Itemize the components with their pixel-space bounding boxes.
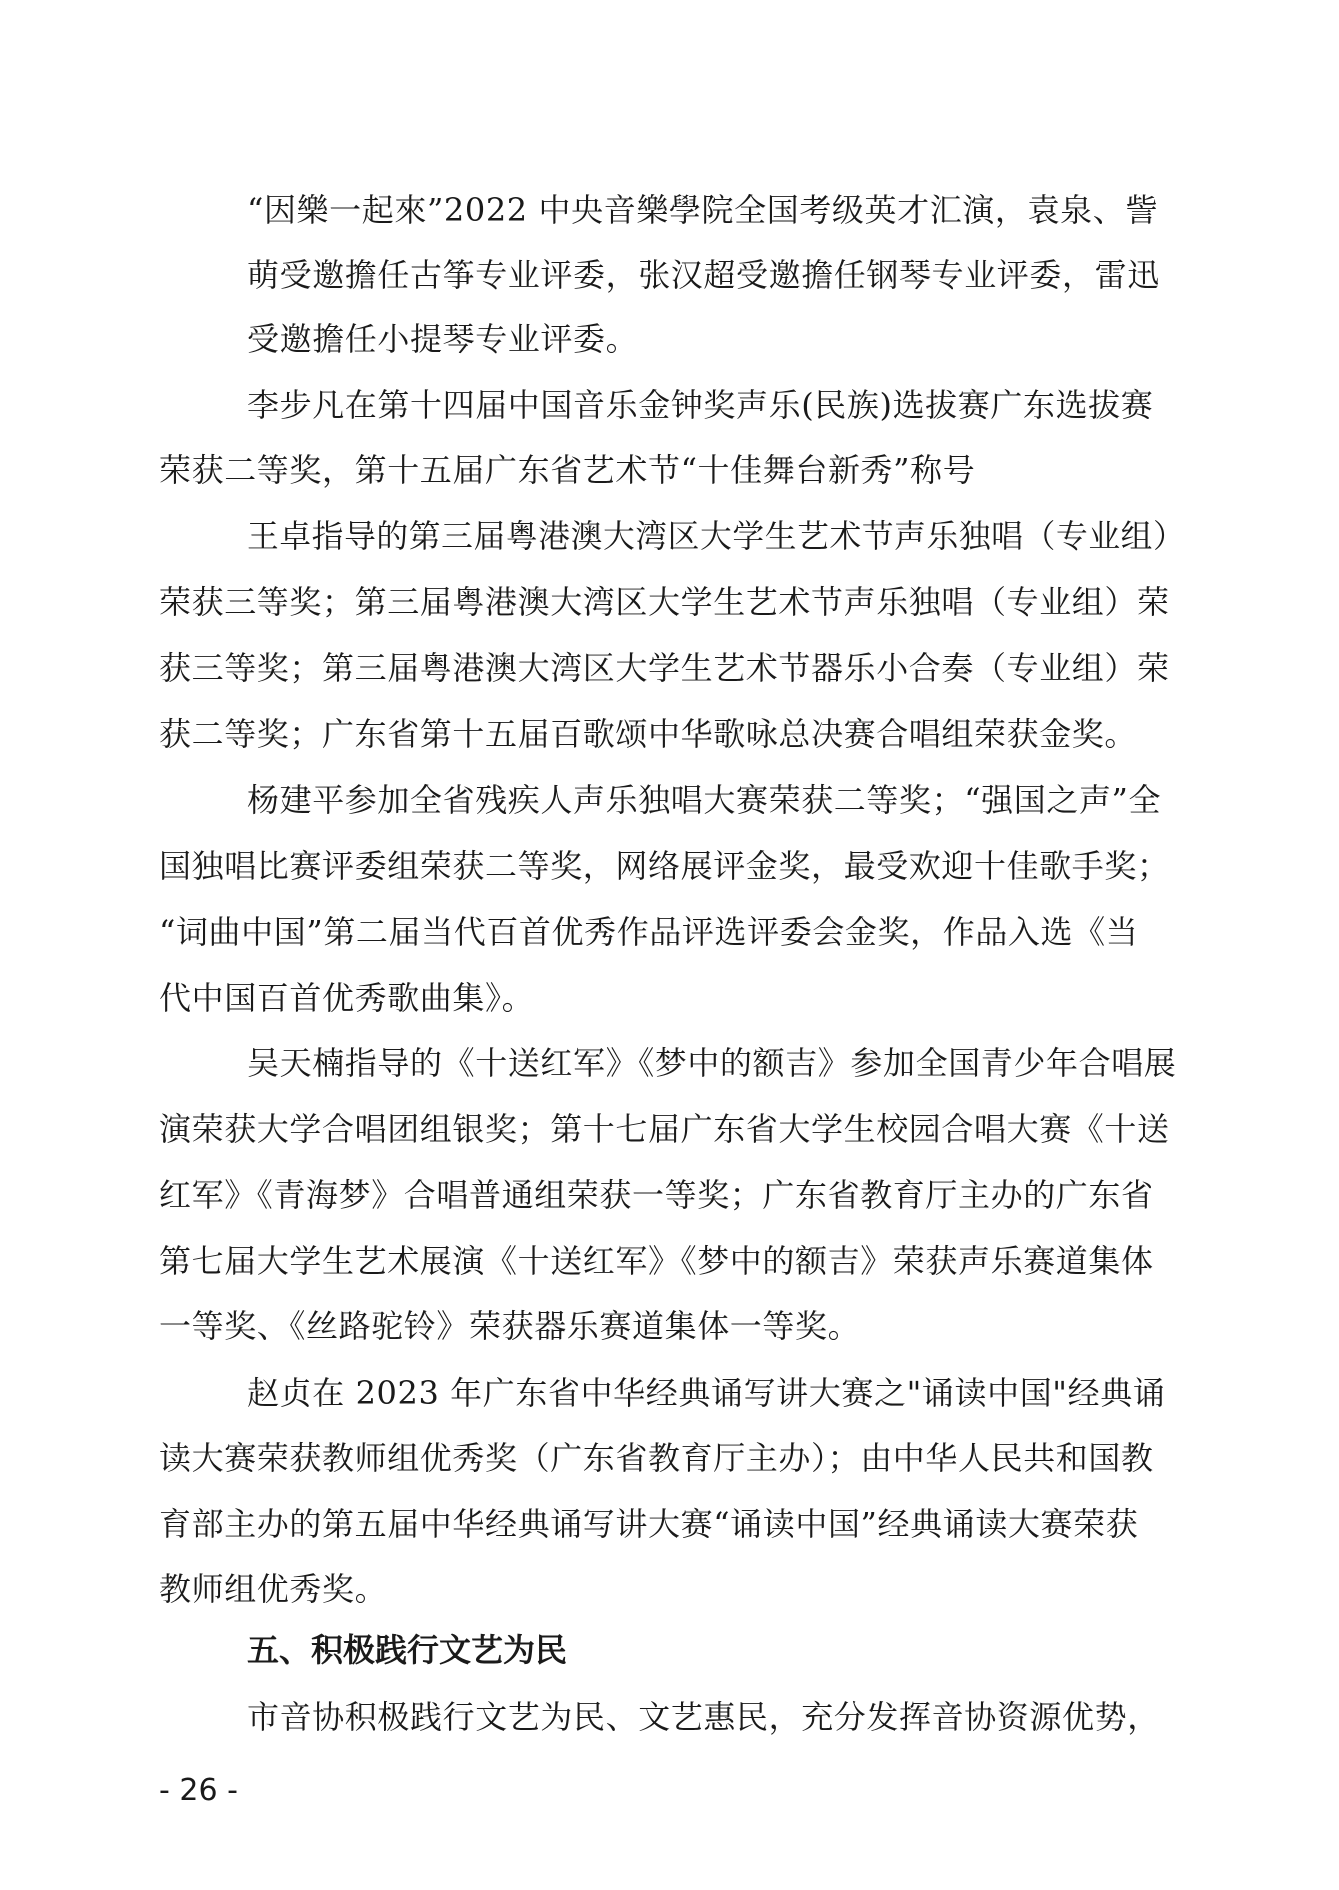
- text-line: 教师组优秀奖。: [159, 1570, 388, 1608]
- text-line: 吴天楠指导的《十送红军》《梦中的额吉》参加全国青少年合唱展: [247, 1044, 1177, 1082]
- section-heading: 五、积极践行文艺为民: [247, 1631, 568, 1669]
- text-line: 育部主办的第五届中华经典诵写讲大赛“诵读中国”经典诵读大赛荣获: [159, 1505, 1139, 1543]
- text-line: “因樂一起來”2022 中央音樂學院全国考级英才汇演，袁泉、訾: [247, 191, 1158, 229]
- text-line: 红军》《青海梦》合唱普通组荣获一等奖；广东省教育厅主办的广东省: [159, 1176, 1154, 1214]
- text-line: 荣获二等奖，第十五届广东省艺术节“十佳舞台新秀”称号: [159, 451, 976, 489]
- text-line: 荣获三等奖；第三届粤港澳大湾区大学生艺术节声乐独唱（专业组）荣: [159, 583, 1170, 621]
- text-line: 读大赛荣获教师组优秀奖（广东省教育厅主办）；由中华人民共和国教: [159, 1439, 1154, 1477]
- text-line: 赵贞在 2023 年广东省中华经典诵写讲大赛之"诵读中国"经典诵: [247, 1374, 1166, 1412]
- page-number: - 26 -: [159, 1773, 238, 1808]
- text-line: 代中国百首优秀歌曲集》。: [159, 979, 535, 1017]
- text-line: 获二等奖；广东省第十五届百歌颂中华歌咏总决赛合唱组荣获金奖。: [159, 715, 1138, 753]
- text-line: 杨建平参加全省残疾人声乐独唱大赛荣获二等奖；“强国之声”全: [247, 781, 1162, 819]
- text-line: 市音协积极践行文艺为民、文艺惠民，充分发挥音协资源优势，: [247, 1698, 1160, 1736]
- text-line: 王卓指导的第三届粤港澳大湾区大学生艺术节声乐独唱（专业组）: [247, 517, 1186, 555]
- text-line: 受邀擔任小提琴专业评委。: [247, 320, 639, 358]
- text-line: 获三等奖；第三届粤港澳大湾区大学生艺术节器乐小合奏（专业组）荣: [159, 649, 1170, 687]
- text-line: 演荣获大学合唱团组银奖；第十七届广东省大学生校园合唱大赛《十送: [159, 1110, 1170, 1148]
- text-line: 一等奖、《丝路驼铃》荣获器乐赛道集体一等奖。: [159, 1307, 861, 1345]
- text-line: 萌受邀擔任古筝专业评委，张汉超受邀擔任钢琴专业评委，雷迅: [247, 256, 1160, 294]
- text-line: 国独唱比赛评委组荣获二等奖，网络展评金奖，最受欢迎十佳歌手奖；: [159, 847, 1170, 885]
- text-line: 第七届大学生艺术展演《十送红军》《梦中的额吉》荣获声乐赛道集体: [159, 1242, 1154, 1280]
- text-line: 李步凡在第十四届中国音乐金钟奖声乐(民族)选拔赛广东选拔赛: [247, 386, 1154, 424]
- text-line: “词曲中国”第二届当代百首优秀作品评选评委会金奖，作品入选《当: [159, 913, 1139, 951]
